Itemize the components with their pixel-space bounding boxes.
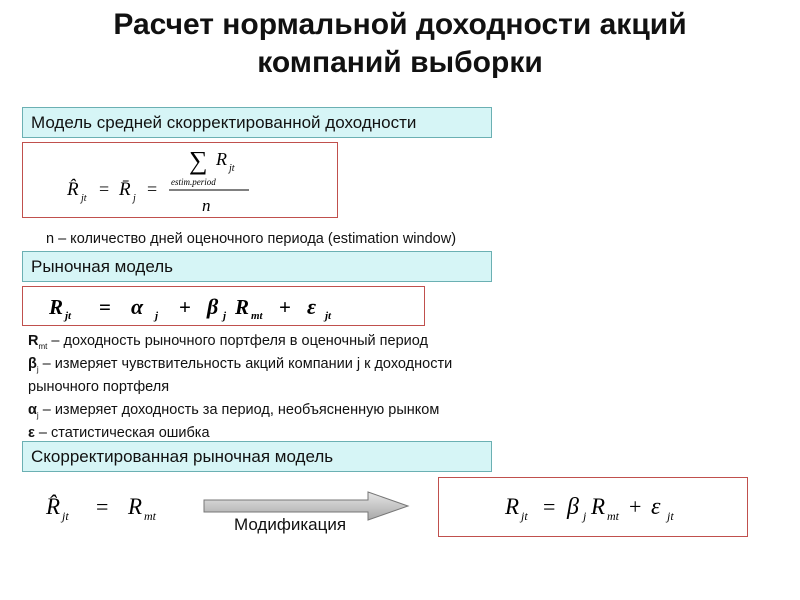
definition-beta: [28, 353, 588, 376]
f1-sum-var: R: [216, 149, 227, 169]
definition-eps: [28, 422, 588, 440]
f3-lhs: R̂: [46, 494, 61, 519]
formula-adjusted-left: [40, 480, 200, 530]
definition-text: – измеряет доходность за период, необъясненную рынком: [38, 402, 440, 418]
formula-mean-adjusted: [22, 142, 338, 218]
definition-sub: j: [36, 410, 39, 420]
title-line-2: компаний выборки: [257, 46, 543, 79]
f1-mid: R̄: [119, 179, 131, 200]
definition-text: – измеряет чувствительность акций компании j к доходности: [38, 356, 453, 372]
formula-adjusted-right: [438, 477, 748, 537]
f1-lhs: R̂: [67, 179, 79, 200]
f2-r: R: [49, 295, 64, 319]
formula-mean-adjusted-svg: [23, 143, 339, 219]
f2-rm: R: [235, 295, 250, 319]
f1-lhs-sub: jt: [81, 193, 87, 204]
f2-alpha-sub: j: [155, 310, 159, 322]
definition-alpha: [28, 399, 588, 422]
f2-beta: β: [207, 294, 219, 319]
f1-eq: =: [99, 179, 110, 199]
f4-rm-sub: mt: [607, 509, 619, 523]
f4-eps-sub: jt: [667, 509, 674, 523]
section-mean-adjusted: Модель средней скорректированной доходности: [22, 107, 492, 138]
definition-sub: mt: [38, 341, 48, 351]
definition-text: рыночного портфеля: [28, 379, 170, 395]
definition-text: – статистическая ошибка: [34, 425, 210, 440]
f1-denominator: n: [202, 196, 211, 215]
f4-r-sub: jt: [521, 509, 528, 523]
f4-rm: R: [591, 494, 606, 519]
definition-sub: j: [36, 364, 39, 374]
f1-eq2: =: [147, 179, 158, 199]
f4-eq: =: [543, 494, 556, 519]
f2-beta-sub: j: [223, 310, 227, 322]
definition-symbol: β: [28, 356, 37, 372]
definition-symbol: ε: [28, 425, 35, 440]
f2-r-sub: jt: [65, 310, 72, 322]
definition-symbol: R: [28, 333, 39, 349]
f2-eq: =: [99, 295, 111, 319]
f4-plus: +: [629, 494, 642, 519]
section-adjusted-market-model: Скорректированная рыночная модель: [22, 441, 492, 472]
formula-market-model: [22, 286, 425, 326]
section-market-model: Рыночная модель: [22, 251, 492, 282]
f4-beta: β: [567, 494, 579, 520]
definition-text: – доходность рыночного портфеля в оценочный период: [47, 333, 428, 349]
f2-eps: ε: [307, 294, 317, 319]
formula-adjusted-right-svg: [439, 478, 749, 538]
n-definition: n – количество дней оценочного периода (estimation window): [46, 231, 457, 247]
f3-eq: =: [96, 494, 109, 519]
f1-sum-var-sub: jt: [229, 163, 235, 174]
definitions-list: [28, 330, 588, 440]
f2-alpha: α: [131, 294, 144, 319]
f1-sum-under: estim.period: [171, 177, 216, 187]
formula-market-model-svg: [23, 287, 426, 327]
f3-rhs: R: [128, 494, 143, 519]
modification-label: Модификация: [234, 515, 347, 534]
f2-plus1: +: [179, 295, 191, 319]
definition-rmt: [28, 330, 588, 353]
f3-lhs-sub: jt: [62, 509, 69, 523]
f2-eps-sub: jt: [325, 310, 332, 322]
f2-plus2: +: [279, 295, 291, 319]
f3-rhs-sub: mt: [144, 509, 156, 523]
f2-rm-sub: mt: [251, 310, 263, 322]
page-title: [0, 6, 800, 82]
f4-r: R: [505, 494, 520, 519]
definition-beta-cont: [28, 376, 588, 399]
f4-beta-sub: j: [583, 509, 587, 523]
f1-mid-sub: j: [133, 193, 136, 204]
definition-symbol: α: [28, 402, 37, 418]
f1-sum-symbol: ∑: [189, 146, 208, 175]
f4-eps: ε: [651, 494, 661, 520]
title-line-1: Расчет нормальной доходности акций: [113, 8, 687, 41]
